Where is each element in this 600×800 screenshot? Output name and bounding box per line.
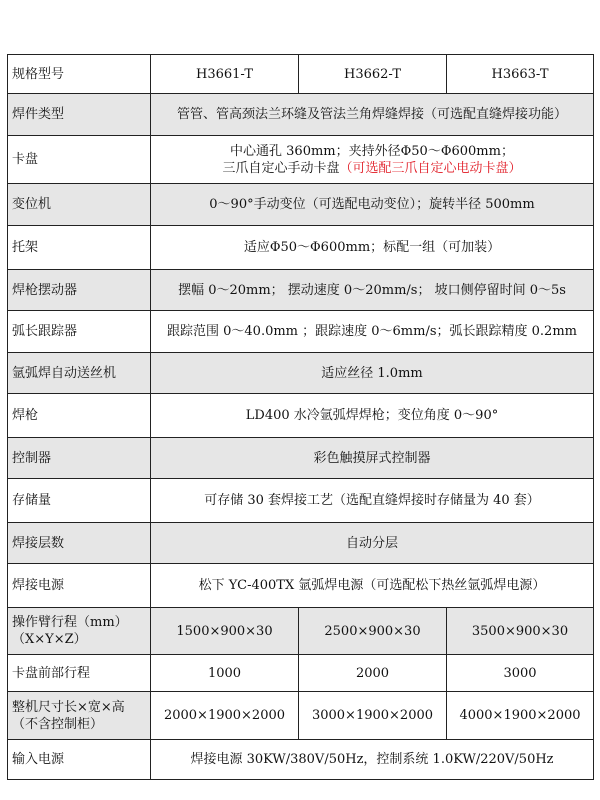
- row-label: 弧长跟踪器: [8, 311, 151, 353]
- row-value: 彩色触摸屏式控制器: [151, 438, 594, 479]
- table-row: [8, 523, 594, 564]
- row-label: 存储量: [8, 479, 151, 523]
- table-row: [8, 311, 594, 353]
- chuck-manual-text: 三爪自定心手动卡盘: [222, 160, 340, 176]
- overall-size-label: 整机尺寸长×宽×高: [12, 699, 125, 715]
- row-label: 氩弧焊自动送丝机: [8, 353, 151, 394]
- row-label: 卡盘前部行程: [8, 655, 151, 692]
- arm-stroke-label: 操作臂行程（mm）: [12, 615, 128, 630]
- cell-h3661: 1500×900×30: [151, 608, 299, 655]
- table-row: [8, 226, 594, 270]
- row-label: [8, 692, 151, 740]
- table-row: [8, 564, 594, 608]
- row-label: [8, 608, 151, 655]
- row-label: 卡盘: [8, 136, 151, 184]
- row-value: 松下 YC-400TX 氩弧焊电源（可选配松下热丝氩弧焊电源）: [151, 564, 594, 608]
- row-value: 自动分层: [151, 523, 594, 564]
- row-label: 焊枪摆动器: [8, 270, 151, 311]
- row-value: 0～90°手动变位（可选配电动变位）；旋转半径 500mm: [151, 184, 594, 226]
- cell-h3662: 2500×900×30: [299, 608, 447, 655]
- row-label: 焊件类型: [8, 94, 151, 136]
- overall-size-note: （不含控制柜）: [12, 716, 104, 732]
- cell-h3662: 3000×1900×2000: [299, 692, 447, 740]
- table-row: [8, 353, 594, 394]
- row-label: 焊接电源: [8, 564, 151, 608]
- chuck-line2: [155, 160, 589, 177]
- row-value: 焊接电源 30KW/380V/50Hz，控制系统 1.0KW/220V/50Hz: [151, 740, 594, 780]
- model-h3661: H3661-T: [151, 55, 299, 94]
- row-value: 适应丝径 1.0mm: [151, 353, 594, 394]
- table-row: [8, 270, 594, 311]
- chuck-line1: 中心通孔 360mm；夹持外径Φ50～Φ600mm；: [230, 143, 514, 159]
- chuck-optional-red-text: （可选配三爪自定心电动卡盘）: [339, 160, 522, 176]
- model-h3662: H3662-T: [299, 55, 447, 94]
- table-row: [8, 740, 594, 780]
- spec-label: 规格型号: [8, 55, 151, 94]
- cell-h3663: 4000×1900×2000: [447, 692, 594, 740]
- table-row: [8, 608, 594, 655]
- cell-h3663: 3500×900×30: [447, 608, 594, 655]
- table-row: [8, 438, 594, 479]
- table-row: [8, 655, 594, 692]
- row-value: LD400 水冷氩弧焊焊枪；变位角度 0～90°: [151, 394, 594, 438]
- row-value: 摆幅 0～20mm； 摆动速度 0～20mm/s； 坡口侧停留时间 0～5s: [151, 270, 594, 311]
- row-value: [151, 136, 594, 184]
- table-row: [8, 94, 594, 136]
- row-value: 管管、管高颈法兰环缝及管法兰角焊缝焊接（可选配直缝焊接功能）: [151, 94, 594, 136]
- table-row: [8, 55, 594, 94]
- model-h3663: H3663-T: [447, 55, 594, 94]
- row-label: 输入电源: [8, 740, 151, 780]
- row-label: 焊枪: [8, 394, 151, 438]
- table-row: [8, 184, 594, 226]
- row-label: 焊接层数: [8, 523, 151, 564]
- cell-h3661: 1000: [151, 655, 299, 692]
- table-row: [8, 394, 594, 438]
- spec-table: [7, 54, 594, 780]
- table-row: [8, 136, 594, 184]
- cell-h3662: 2000: [299, 655, 447, 692]
- cell-h3663: 3000: [447, 655, 594, 692]
- table-row: [8, 479, 594, 523]
- row-value: 可存储 30 套焊接工艺（选配直缝焊接时存储量为 40 套）: [151, 479, 594, 523]
- row-value: 跟踪范围 0～40.0mm ；跟踪速度 0～6mm/s；弧长跟踪精度 0.2mm: [151, 311, 594, 353]
- cell-h3661: 2000×1900×2000: [151, 692, 299, 740]
- row-label: 托架: [8, 226, 151, 270]
- row-label: 控制器: [8, 438, 151, 479]
- row-value: 适应Φ50～Φ600mm；标配一组（可加装）: [151, 226, 594, 270]
- arm-stroke-axes: （X×Y×Z）: [12, 632, 87, 647]
- row-label: 变位机: [8, 184, 151, 226]
- table-row: [8, 692, 594, 740]
